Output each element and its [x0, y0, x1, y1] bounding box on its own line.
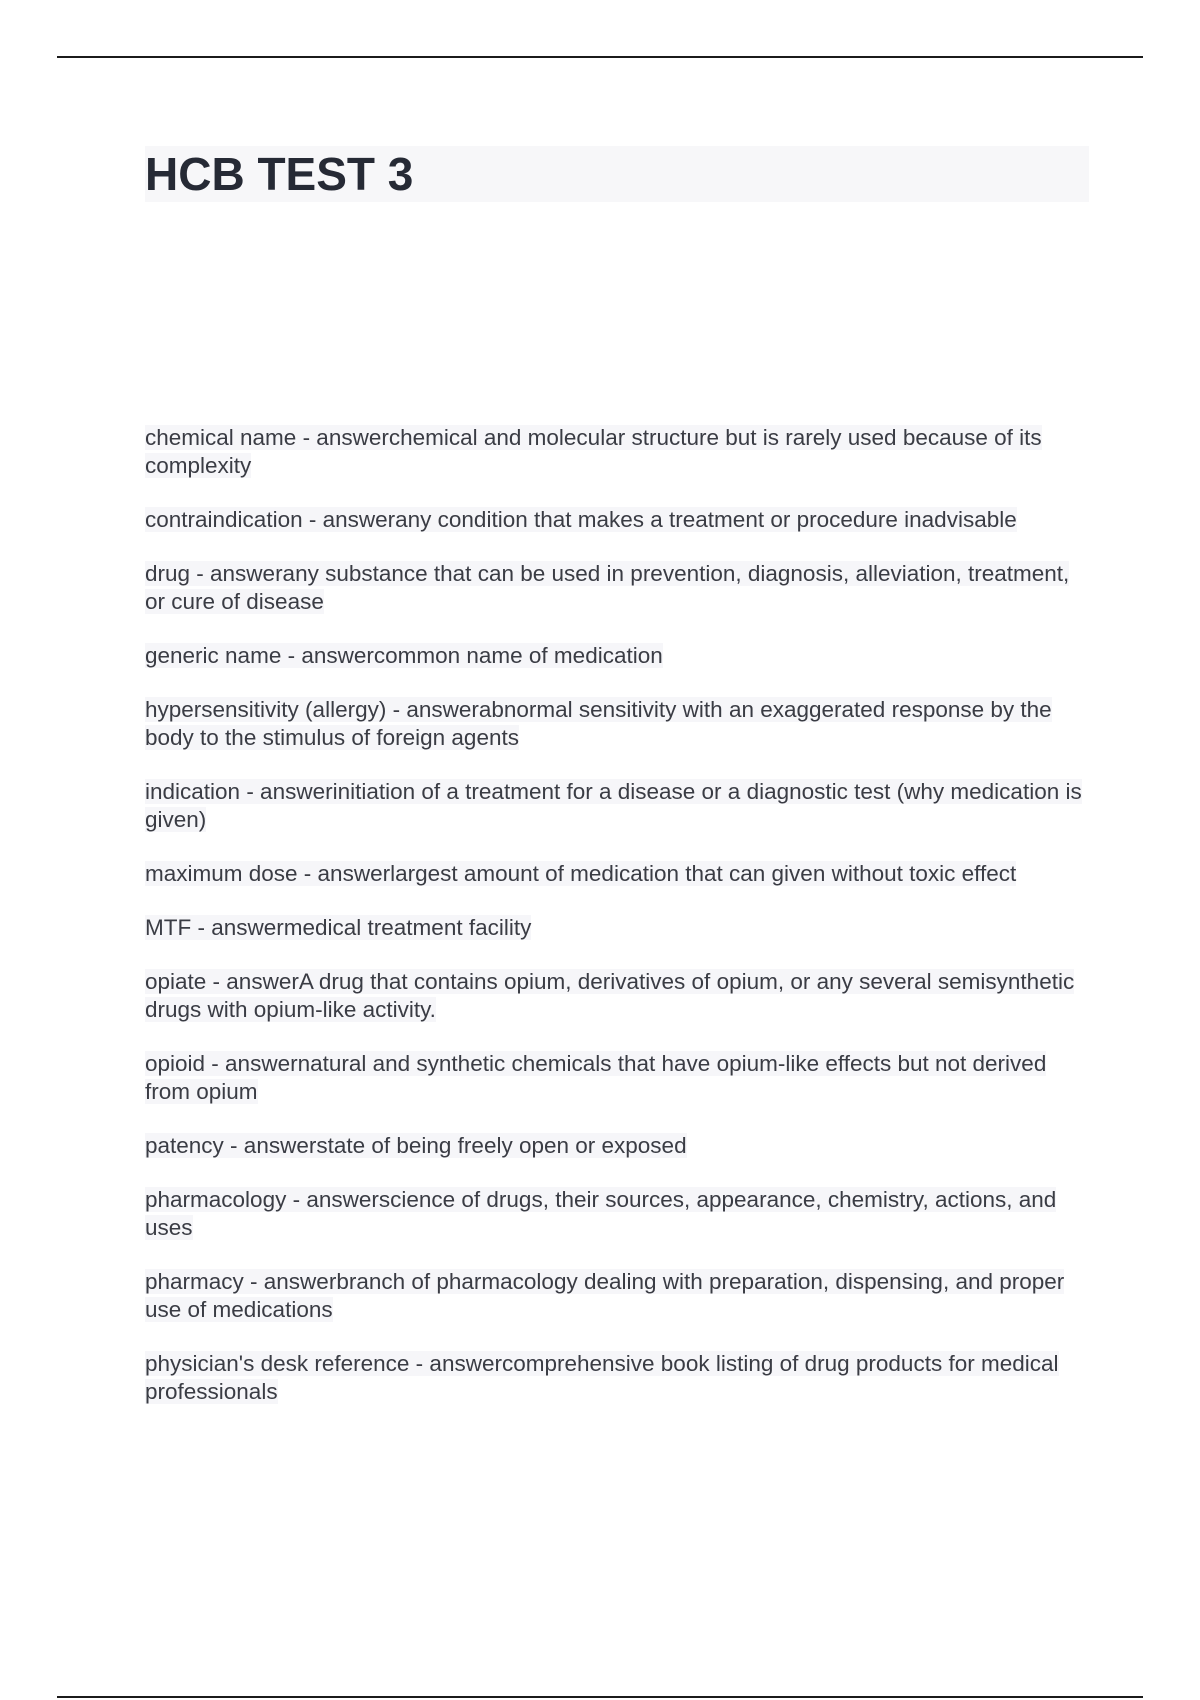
definition-entry: chemical name - answerchemical and molecular structure but is rarely used because of its complexity [145, 425, 1042, 478]
definition-entry: generic name - answercommon name of medication [145, 643, 663, 668]
definition-entry: opiate - answerA drug that contains opium, derivatives of opium, or any several semisynthetic drugs with opium-like activity. [145, 969, 1075, 1022]
definition-entry: pharmacology - answerscience of drugs, their sources, appearance, chemistry, actions, and uses [145, 1187, 1057, 1240]
definition-entry: indication - answerinitiation of a treatment for a disease or a diagnostic test (why medication is given) [145, 779, 1082, 832]
top-rule [57, 56, 1143, 58]
definition-entry: patency - answerstate of being freely open or exposed [145, 1133, 687, 1158]
definition-entry: opioid - answernatural and synthetic chemicals that have opium-like effects but not derived from opium [145, 1051, 1047, 1104]
page-title: HCB TEST 3 [145, 148, 414, 200]
definition-entry: contraindication - answerany condition that makes a treatment or procedure inadvisable [145, 507, 1017, 532]
definition-list [145, 424, 1085, 1432]
definition-entry: hypersensitivity (allergy) - answerabnormal sensitivity with an exaggerated response by the body to the stimulus of foreign agents [145, 697, 1052, 750]
definition-entry: pharmacy - answerbranch of pharmacology dealing with preparation, dispensing, and proper use of medications [145, 1269, 1065, 1322]
definition-entry: physician's desk reference - answercomprehensive book listing of drug products for medical professionals [145, 1351, 1059, 1404]
bottom-rule [57, 1696, 1143, 1698]
definition-entry: drug - answerany substance that can be used in prevention, diagnosis, alleviation, treatment, or cure of disease [145, 561, 1070, 614]
definition-entry: MTF - answermedical treatment facility [145, 915, 532, 940]
definition-entry: maximum dose - answerlargest amount of medication that can given without toxic effect [145, 861, 1017, 886]
